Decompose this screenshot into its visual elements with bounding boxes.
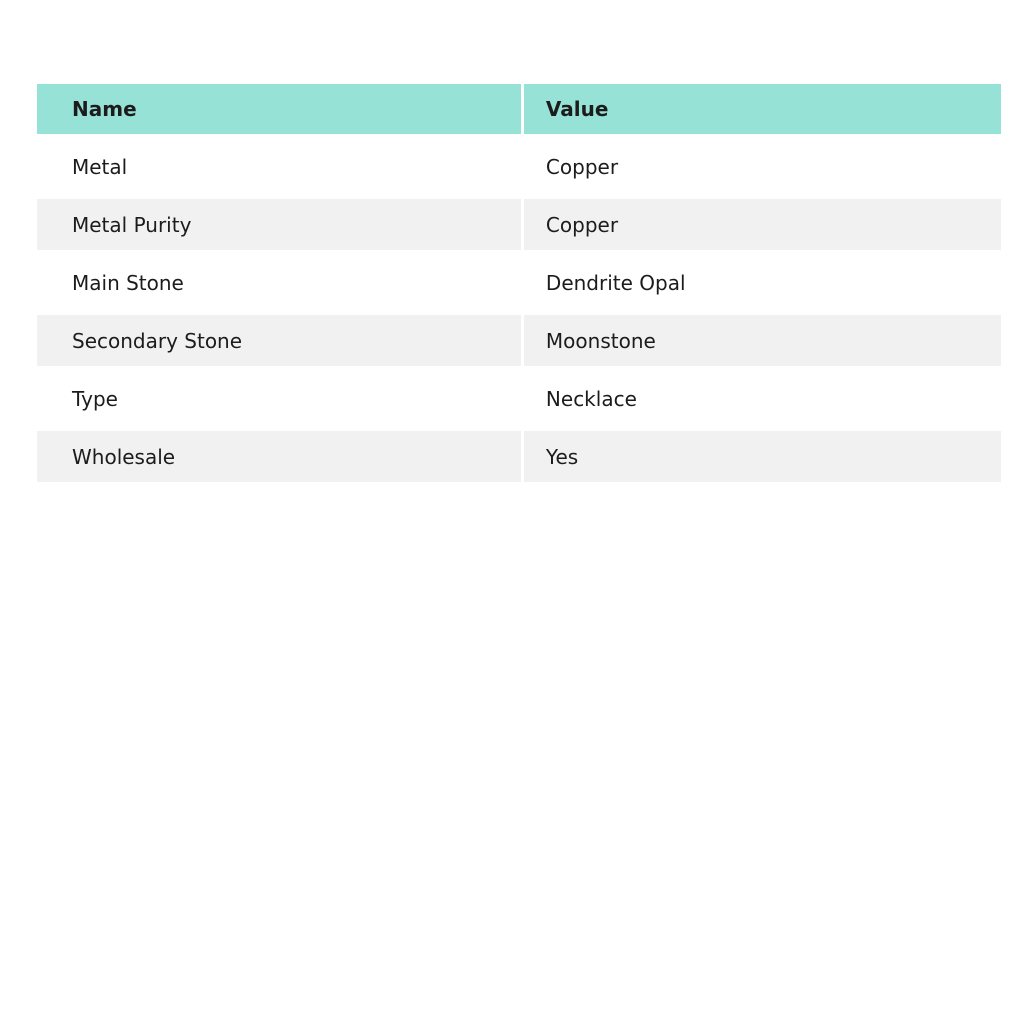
table-row xyxy=(37,250,1001,308)
attribute-value-cell: Necklace xyxy=(521,366,1001,424)
table-row xyxy=(37,424,1001,482)
attribute-name-cell: Main Stone xyxy=(37,250,521,308)
table-row xyxy=(37,366,1001,424)
product-attributes-section xyxy=(37,84,1001,482)
attribute-value-cell: Dendrite Opal xyxy=(521,250,1001,308)
attribute-value-cell: Yes xyxy=(521,424,1001,482)
column-header-name: Name xyxy=(37,84,521,134)
attribute-value-cell: Moonstone xyxy=(521,308,1001,366)
header-row xyxy=(37,84,1001,134)
table-header xyxy=(37,84,1001,134)
attribute-name-cell: Metal Purity xyxy=(37,192,521,250)
attribute-name-cell: Metal xyxy=(37,134,521,192)
table-body xyxy=(37,134,1001,482)
table-row xyxy=(37,308,1001,366)
attribute-name-cell: Type xyxy=(37,366,521,424)
attribute-name-cell: Secondary Stone xyxy=(37,308,521,366)
table-row xyxy=(37,192,1001,250)
attribute-value-cell: Copper xyxy=(521,134,1001,192)
column-header-value: Value xyxy=(521,84,1001,134)
attribute-name-cell: Wholesale xyxy=(37,424,521,482)
table-row xyxy=(37,134,1001,192)
attribute-value-cell: Copper xyxy=(521,192,1001,250)
attributes-table xyxy=(37,84,1001,482)
